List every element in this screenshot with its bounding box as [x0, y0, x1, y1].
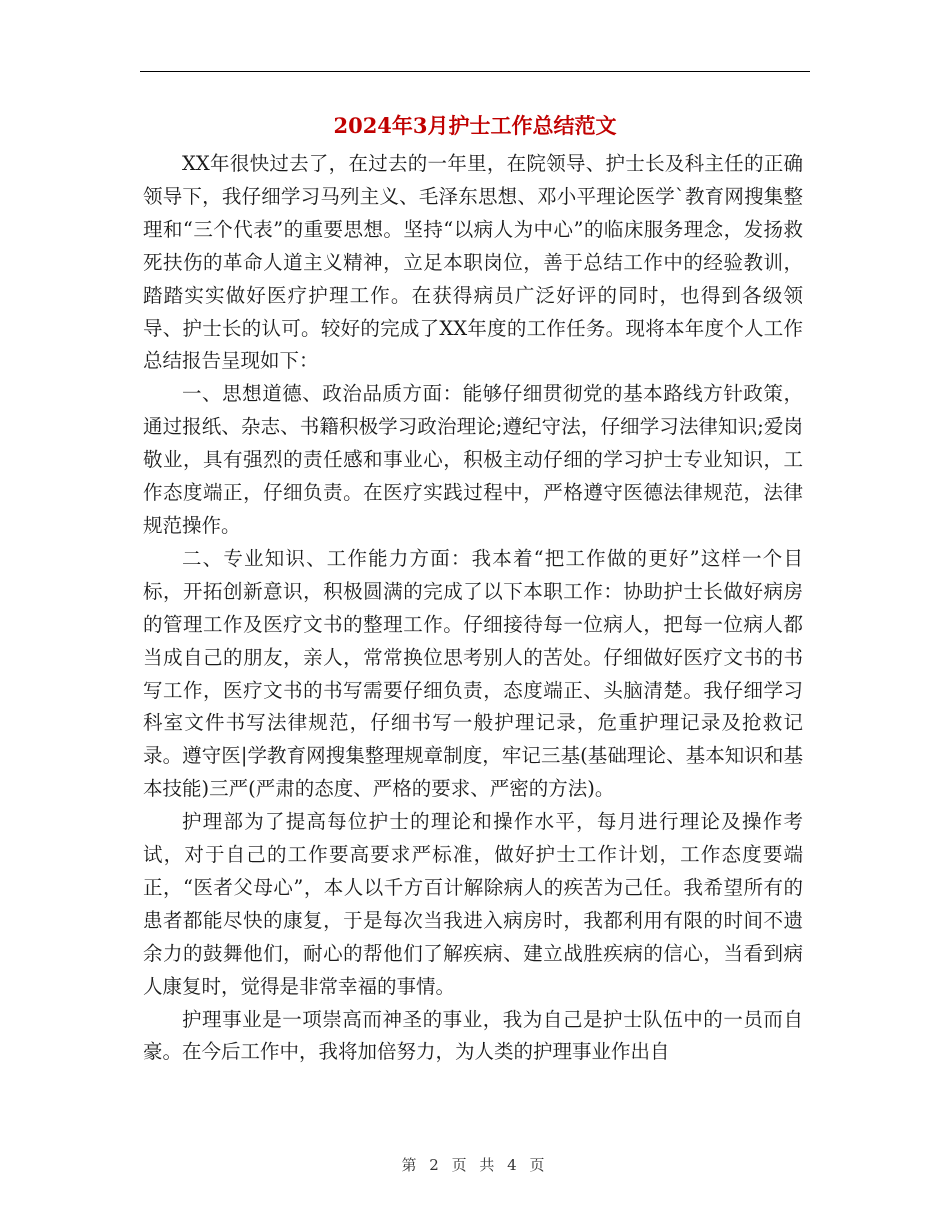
paragraph-ideology: 一、思想道德、政治品质方面：能够仔细贯彻党的基本路线方针政策，通过报纸、杂志、书籍积极学习政治理论;遵纪守法，仔细学习法律知识;爱岗敬业，具有强烈的责任感和事业心，积极主动仔细的学习护士专业知识，工作态度端正，仔细负责。在医疗实践过程中，严格遵守医德法律规范，法律规范操作。: [143, 382, 803, 537]
paragraph-intro: XX年很快过去了，在过去的一年里，在院领导、护士长及科主任的正确领导下，我仔细学习马列主义、毛泽东思想、邓小平理论医学`教育网搜集整理和“三个代表”的重要思想。坚持“以病人为中心”的临床服务理念，发扬救死扶伤的革命人道主义精神，立足本职岗位，善于总结工作中的经验教训，踏踏实实做好医疗护理工作。在获得病员广泛好评的同时，也得到各级领导、护士长的认可。较好的完成了XX年度的工作任务。现将本年度个人工作总结报告呈现如下：: [143, 152, 803, 373]
paragraph-professional: 二、专业知识、工作能力方面：我本着“把工作做的更好”这样一个目标，开拓创新意识，积极圆满的完成了以下本职工作：协助护士长做好病房的管理工作及医疗文书的整理工作。仔细接待每一位病人，把每一位病人都当成自己的朋友，亲人，常常换位思考别人的苦处。仔细做好医疗文书的书写工作，医疗文书的书写需要仔细负责，态度端正、头脑清楚。我仔细学习科室文件书写法律规范，仔细书写一般护理记录，危重护理记录及抢救记录。遵守医|学教育网搜集整理规章制度，牢记三基(基础理论、基本知识和基本技能)三严(严肃的态度、严格的要求、严密的方法)。: [143, 546, 803, 801]
document-title: 2024年3月护士工作总结范文: [333, 113, 617, 138]
paragraph-conclusion: 护理事业是一项崇高而神圣的事业，我为自己是护士队伍中的一员而自豪。在今后工作中，我将加倍努力，为人类的护理事业作出自: [143, 1007, 803, 1064]
paragraph-nursing-dept: 护理部为了提高每位护士的理论和操作水平，每月进行理论及操作考试，对于自己的工作要高要求严标准，做好护士工作计划，工作态度要端正，“医者父母心”，本人以千方百计解除病人的疾苦为己任。我希望所有的患者都能尽快的康复，于是每次当我进入病房时，我都利用有限的时间不遗余力的鼓舞他们，耐心的帮他们了解疾病、建立战胜疾病的信心，当看到病人康复时，觉得是非常幸福的事情。: [143, 810, 803, 998]
document-body: [143, 148, 803, 1069]
header-rule: [140, 71, 810, 72]
page-footer: 第 2 页 共 4 页: [401, 1156, 549, 1174]
